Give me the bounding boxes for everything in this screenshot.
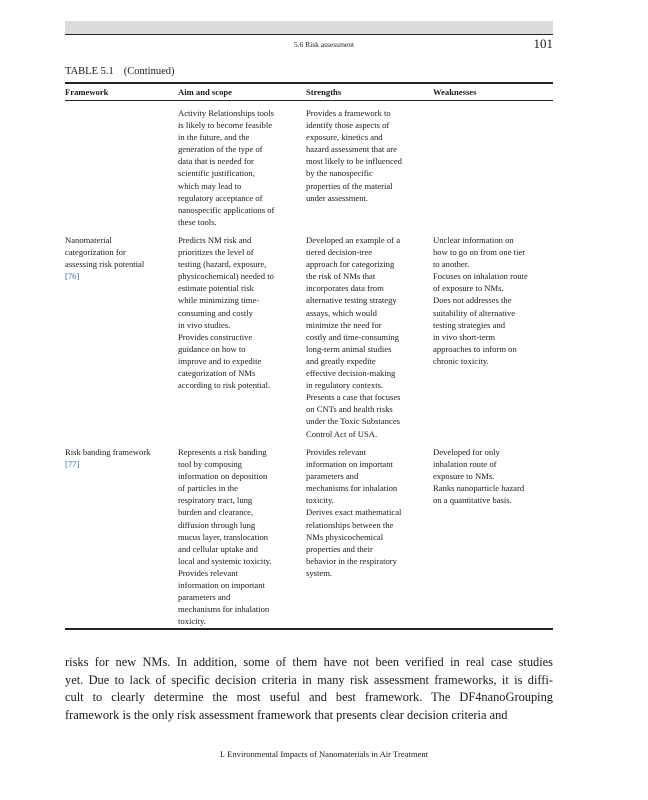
text-line: Presents a case that focuses [306, 392, 401, 403]
text-line: framework is the only risk assessment framework that presents clear decision criteria and [65, 707, 508, 722]
text-line: in vivo studies. [178, 319, 231, 330]
text-line: and cellular uptake and [178, 543, 258, 554]
text-line: Developed an example of a [306, 235, 401, 245]
text-line: under the Toxic Substances [306, 416, 400, 427]
page-number: 101 [533, 36, 553, 51]
text-line: mechanisms for inhalation [178, 604, 270, 615]
text-line: while minimizing time- [178, 295, 260, 306]
text-line: Nanomaterial [65, 235, 112, 245]
column-header-framework: Framework [65, 87, 109, 97]
text-line: improve and to expedite [178, 355, 262, 366]
text-line: categorization of NMs [178, 368, 256, 379]
text-line: chronic toxicity. [433, 355, 489, 366]
table-bottom-rule [65, 628, 553, 630]
text-line: minimize the need for [306, 319, 382, 330]
text-line: which may lead to [178, 180, 242, 191]
text-line: mucus layer, translocation [178, 531, 269, 542]
text-line: parameters and [306, 471, 359, 482]
table-label: TABLE 5.1 [65, 66, 114, 77]
row1-framework-name [65, 234, 144, 270]
text-line: by the nanospecific [306, 168, 373, 179]
text-line: properties and their [306, 543, 373, 554]
text-line: effective decision-making [306, 368, 396, 379]
table-caption [65, 66, 175, 77]
text-line: burden and clearance, [178, 507, 254, 518]
text-line: of particles in the [178, 483, 238, 494]
row1-strengths-cell [306, 234, 401, 440]
text-line: NMs physicochemical [306, 531, 384, 542]
row1-weaknesses-cell [433, 234, 528, 367]
text-line: is likely to become feasible [178, 120, 273, 131]
text-line: how to go on from one tier [433, 247, 526, 258]
text-line: suitability of alternative [433, 307, 516, 318]
text-line: on CNTs and health risks [306, 404, 393, 415]
text-line: under assessment. [306, 192, 369, 203]
text-line: toxicity. [306, 495, 334, 506]
text-line: the risk of NMs that [306, 271, 376, 282]
text-line: cult to clearly determine the most useful and best framework. The DF4nanoGrouping [65, 690, 553, 704]
text-line: regulatory acceptance of [178, 192, 263, 203]
text-line: Provides relevant [306, 447, 366, 457]
text-line: in regulatory contexts. [306, 380, 384, 391]
text-line: of exposure to NMs. [433, 283, 504, 294]
text-line: Represents a risk banding [178, 447, 267, 457]
running-head: 5.6 Risk assessment [293, 40, 355, 49]
text-line: these tools. [178, 216, 217, 227]
body-paragraph [65, 654, 553, 724]
row1-framework-cell [65, 234, 144, 282]
text-line: Activity Relationships tools [178, 108, 274, 118]
text-line: physicochemical) needed to [178, 271, 274, 282]
text-line: Provides a framework to [306, 108, 391, 118]
text-line: respiratory tract, lung [178, 495, 253, 506]
text-line: Provides relevant [178, 567, 238, 578]
text-line: costly and time-consuming [306, 331, 400, 342]
text-line: generation of the type of [178, 144, 263, 155]
text-line: Provides constructive [178, 331, 253, 342]
row2-weaknesses-cell [433, 446, 524, 506]
text-line: Control Act of USA. [306, 428, 378, 439]
text-line: guidance on how to [178, 343, 246, 354]
text-line: diffusion through lung [178, 519, 256, 530]
text-line: Developed for only [433, 447, 500, 457]
table-header-rule [65, 100, 553, 101]
text-line: and greatly expedite [306, 355, 376, 366]
text-line: prioritizes the level of [178, 247, 254, 258]
text-line: approaches to inform on [433, 343, 517, 354]
header-rule [65, 34, 553, 35]
row0-strengths-cell [306, 107, 402, 204]
row2-strengths-cell [306, 446, 401, 579]
text-line: parameters and [178, 592, 231, 603]
text-line: Risk banding framework [65, 447, 151, 457]
text-line: exposure to NMs. [433, 471, 495, 482]
text-line: Unclear information on [433, 235, 514, 245]
row0-aim-cell [178, 107, 274, 228]
text-line: hazard assessment that are [306, 144, 397, 155]
text-line: Ranks nanoparticle hazard [433, 483, 525, 494]
column-header-strengths: Strengths [306, 87, 342, 97]
row2-reference-link[interactable]: [77] [65, 459, 80, 470]
text-line: in the future, and the [178, 132, 250, 143]
row2-aim-cell [178, 446, 271, 627]
text-line: yet. Due to lack of specific decision criteria in many risk assessment frameworks, it is diffi- [65, 672, 553, 687]
text-line: data that is needed for [178, 156, 254, 167]
text-line: exposure, kinetics and [306, 132, 383, 143]
text-line: information on deposition [178, 471, 268, 482]
text-line: nanospecific applications of [178, 204, 275, 215]
column-header-aim: Aim and scope [178, 87, 232, 97]
text-line: assessing risk potential [65, 259, 145, 270]
text-line: Derives exact mathematical [306, 507, 402, 518]
text-line: scientific justification, [178, 168, 255, 179]
text-line: toxicity. [178, 616, 206, 627]
text-line: in vivo short-term [433, 331, 496, 342]
text-line: Predicts NM risk and [178, 235, 252, 245]
text-line: properties of the material [306, 180, 393, 191]
text-line: according to risk potential. [178, 380, 271, 391]
text-line: incorporates data from [306, 283, 384, 294]
text-line: identify those aspects of [306, 120, 390, 131]
text-line: tool by composing [178, 459, 242, 470]
table-continued-note: (Continued) [123, 66, 175, 77]
table-top-rule [65, 82, 553, 84]
text-line: mechanisms for inhalation [306, 483, 398, 494]
text-line: information on important [178, 580, 265, 591]
text-line: Does not addresses the [433, 295, 512, 306]
text-line: assays, which would [306, 307, 377, 318]
row1-aim-cell [178, 234, 274, 391]
header-band [65, 21, 553, 34]
text-line: consuming and costly [178, 307, 253, 318]
text-line: information on important [306, 459, 393, 470]
text-line: on a quantitative basis. [433, 495, 512, 506]
text-line: long-term animal studies [306, 343, 392, 354]
text-line: estimate potential risk [178, 283, 254, 294]
row1-reference-link[interactable]: [76] [65, 271, 80, 282]
text-line: inhalation route of [433, 459, 497, 470]
row2-framework-name [65, 446, 150, 458]
page-footer: I. Environmental Impacts of Nanomaterials in Air Treatment [219, 749, 429, 759]
text-line: tiered decision-tree [306, 247, 373, 258]
text-line: testing strategies and [433, 319, 506, 330]
text-line: testing (hazard, exposure, [178, 259, 267, 270]
text-line: most likely to be influenced [306, 156, 402, 167]
text-line: Focuses on inhalation route [433, 271, 528, 282]
row2-framework-cell [65, 446, 150, 470]
text-line: relationships between the [306, 519, 394, 530]
text-line: behavior in the respiratory [306, 555, 397, 566]
text-line: to another. [433, 259, 470, 270]
text-line: risks for new NMs. In addition, some of them have not been verified in real case studies [65, 655, 553, 669]
text-line: approach for categorizing [306, 259, 395, 270]
text-line: system. [306, 567, 333, 578]
text-line: alternative testing strategy [306, 295, 397, 306]
column-header-weaknesses: Weaknesses [433, 87, 477, 97]
text-line: local and systemic toxicity. [178, 555, 272, 566]
text-line: categorization for [65, 247, 126, 258]
